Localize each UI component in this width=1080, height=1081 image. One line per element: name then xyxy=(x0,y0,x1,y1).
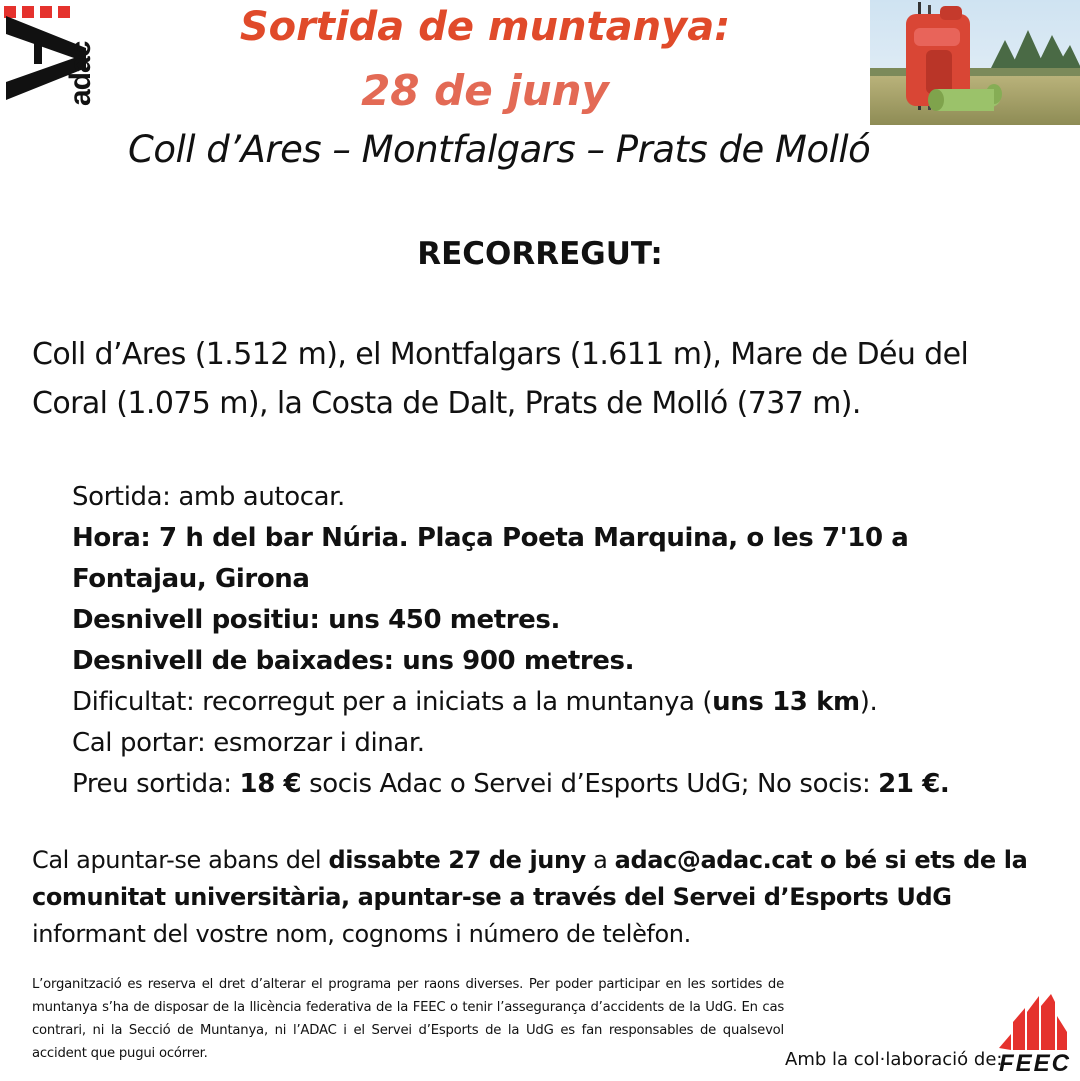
difficulty-info: Dificultat: recorregut per a iniciats a la muntanya (uns 13 km). xyxy=(72,687,878,717)
feec-text: FEEC xyxy=(999,1050,1072,1077)
route-description: Coll d’Ares (1.512 m), el Montfalgars (1.611 m), Mare de Déu del Coral (1.075 m), la Costa de Dalt, Prats de Molló (737 m). xyxy=(32,337,969,421)
route-subtitle: Coll d’Ares – Montfalgars – Prats de Molló xyxy=(128,128,871,171)
feec-logo xyxy=(995,992,1075,1077)
collaboration-label: Amb la col·laboració de: xyxy=(785,1049,1003,1070)
event-date: 28 de juny xyxy=(361,66,609,115)
backpack-photo xyxy=(870,0,1080,125)
signup-info: Cal apuntar-se abans del dissabte 27 de juny a adac@adac.cat o bé si ets de la comunitat universitària, apuntar-se a través del Servei d’Esports UdG informant del vostre nom, cognoms i número de telèfon. xyxy=(32,846,1028,948)
elevation-loss: Desnivell de baixades: uns 900 metres. xyxy=(72,646,635,676)
departure-info: Sortida: amb autocar. xyxy=(72,482,345,512)
event-title: Sortida de muntanya: xyxy=(239,4,731,50)
time-info: Hora: 7 h del bar Núria. Plaça Poeta Marquina, o les 7'10 a Fontajau, Girona xyxy=(72,523,909,594)
signup-deadline: dissabte 27 de juny xyxy=(328,846,586,874)
disclaimer: L’organització es reserva el dret d’alterar el programa per raons diverses. Per poder participar en les sortides de muntanya s’ha de disposar de la llicència federativa de la FEEC o tenir l’assegurança d’accidents de la UdG. En cas contrari, ni la Secció de Muntanya, ni l’ADAC i el Servei d’Esports de la UdG es fan responsables de qualsevol accident que pugui ocórrer. xyxy=(32,977,784,1061)
bring-info: Cal portar: esmorzar i dinar. xyxy=(72,728,425,758)
elevation-gain: Desnivell positiu: uns 450 metres. xyxy=(72,605,560,635)
price-info: Preu sortida: 18 € socis Adac o Servei d’Esports UdG; No socis: 21 €. xyxy=(72,769,950,799)
trip-details xyxy=(72,477,1032,805)
adac-logo-text: adac xyxy=(64,41,97,106)
section-heading: RECORREGUT: xyxy=(417,236,663,272)
signup-contact: adac@adac.cat o bé si ets de la comunitat universitària, apuntar-se a través del Servei d’Esports UdG xyxy=(32,846,1028,911)
